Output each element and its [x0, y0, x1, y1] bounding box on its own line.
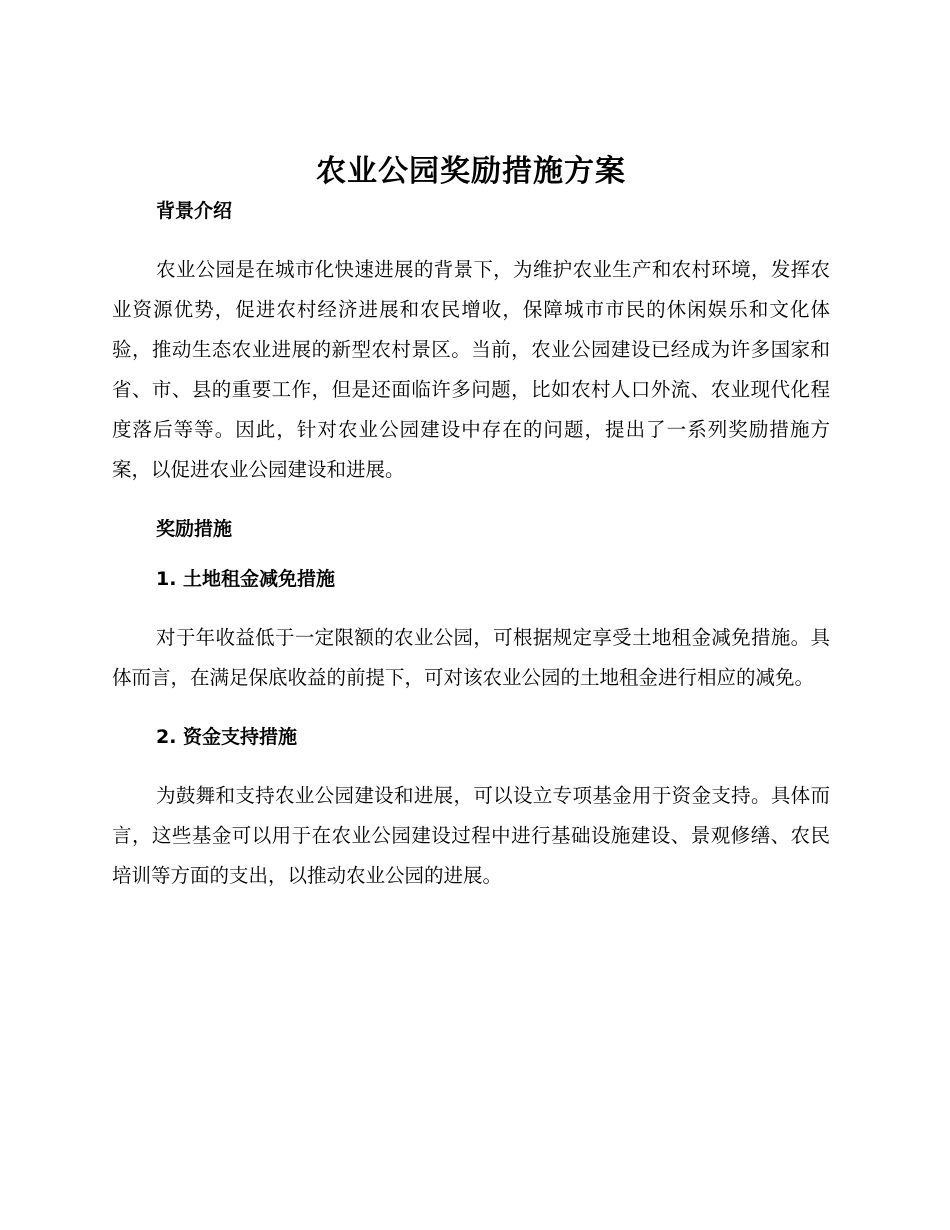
section-heading-incentives: 奖励措施: [156, 518, 233, 540]
section-heading-background: 背景介绍: [156, 200, 233, 222]
document-page: [112, 150, 830, 896]
document-title: 农业公园奖励措施方案: [316, 154, 626, 189]
background-paragraph: 农业公园是在城市化快速进展的背景下，为维护农业生产和农村环境，发挥农业资源优势，促进农村经济进展和农民增收，保障城市市民的休闲娱乐和文化体验，推动生态农业进展的新型农村景区。当前，农业公园建设已经成为许多国家和省、市、县的重要工作，但是还面临许多问题，比如农村人口外流、农业现代化程度落后等等。因此，针对农业公园建设中存在的问题，提出了一系列奖励措施方案，以促进农业公园建设和进展。: [112, 258, 830, 481]
funding-paragraph: 为鼓舞和支持农业公园建设和进展，可以设立专项基金用于资金支持。具体而言，这些基金可以用于在农业公园建设过程中进行基础设施建设、景观修缮、农民培训等方面的支出，以推动农业公园的进展。: [112, 784, 830, 887]
land-rent-paragraph: 对于年收益低于一定限额的农业公园，可根据规定享受土地租金减免措施。具体而言，在满足保底收益的前提下，可对该农业公园的土地租金进行相应的减免。: [112, 626, 830, 689]
subsection-heading-funding: 2. 资金支持措施: [156, 726, 298, 748]
subsection-heading-land-rent: 1. 土地租金减免措施: [156, 568, 336, 590]
